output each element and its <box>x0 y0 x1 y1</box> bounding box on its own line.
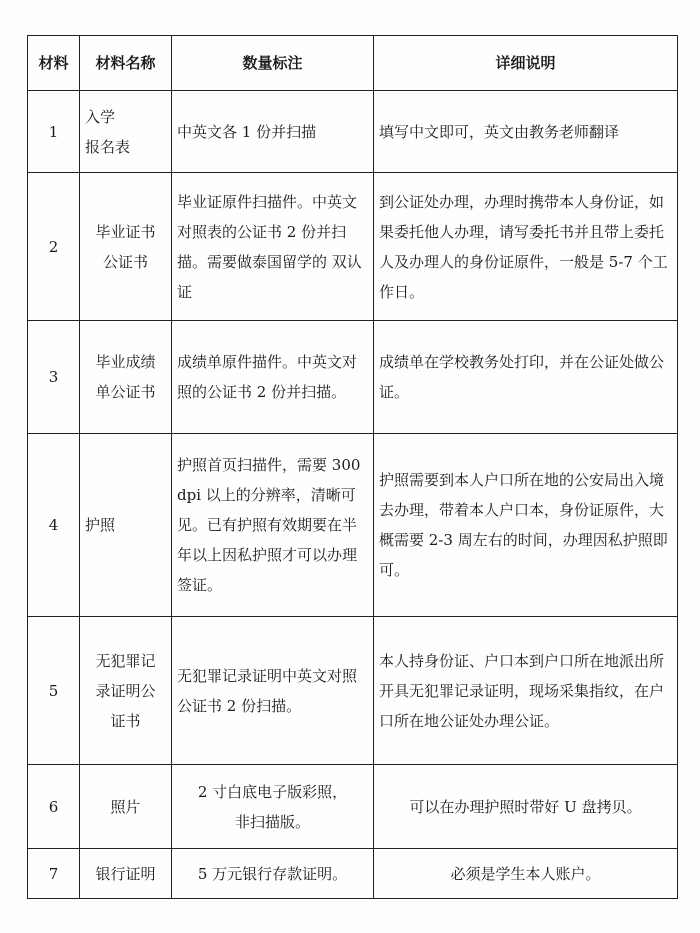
material-name: 无犯罪记 录证明公 证书 <box>80 617 172 765</box>
table-row <box>28 91 678 173</box>
material-details: 必须是学生本人账户。 <box>374 849 678 899</box>
material-quantity: 无犯罪记录证明中英文对照公证书 2 份扫描。 <box>172 617 374 765</box>
material-name: 照片 <box>80 765 172 849</box>
material-name: 护照 <box>80 434 172 617</box>
row-number: 4 <box>28 434 80 617</box>
row-number: 6 <box>28 765 80 849</box>
material-details: 可以在办理护照时带好 U 盘拷贝。 <box>374 765 678 849</box>
material-details: 本人持身份证、户口本到户口所在地派出所开具无犯罪记录证明，现场采集指纹，在户口所在地公证处办理公证。 <box>374 617 678 765</box>
material-details: 到公证处办理，办理时携带本人身份证，如果委托他人办理，请写委托书并且带上委托人及办理人的身份证原件，一般是 5-7 个工作日。 <box>374 173 678 321</box>
material-details: 填写中文即可，英文由教务老师翻译 <box>374 91 678 173</box>
material-quantity: 毕业证原件扫描件。中英文对照表的公证书 2 份并扫描。需要做泰国留学的 双认证 <box>172 173 374 321</box>
material-quantity: 5 万元银行存款证明。 <box>172 849 374 899</box>
table-row <box>28 617 678 765</box>
header-material: 材料 <box>28 36 80 91</box>
material-details: 成绩单在学校教务处打印，并在公证处做公证。 <box>374 321 678 434</box>
material-quantity: 2 寸白底电子版彩照， 非扫描版。 <box>172 765 374 849</box>
material-name: 银行证明 <box>80 849 172 899</box>
material-name: 入学 报名表 <box>80 91 172 173</box>
row-number: 7 <box>28 849 80 899</box>
table-row <box>28 849 678 899</box>
header-details: 详细说明 <box>374 36 678 91</box>
materials-table <box>27 35 678 899</box>
header-row <box>28 36 678 91</box>
row-number: 3 <box>28 321 80 434</box>
material-name: 毕业成绩 单公证书 <box>80 321 172 434</box>
material-quantity: 护照首页扫描件，需要 300dpi 以上的分辨率，清晰可见。已有护照有效期要在半年以上因私护照才可以办理签证。 <box>172 434 374 617</box>
row-number: 5 <box>28 617 80 765</box>
table-row <box>28 434 678 617</box>
header-quantity: 数量标注 <box>172 36 374 91</box>
row-number: 2 <box>28 173 80 321</box>
table-row <box>28 173 678 321</box>
table-row <box>28 321 678 434</box>
material-name: 毕业证书 公证书 <box>80 173 172 321</box>
material-quantity: 中英文各 1 份并扫描 <box>172 91 374 173</box>
table-row <box>28 765 678 849</box>
material-details: 护照需要到本人户口所在地的公安局出入境去办理，带着本人户口本，身份证原件，大概需要 2-3 周左右的时间，办理因私护照即可。 <box>374 434 678 617</box>
material-quantity: 成绩单原件描件。中英文对照的公证书 2 份并扫描。 <box>172 321 374 434</box>
row-number: 1 <box>28 91 80 173</box>
header-material-name: 材料名称 <box>80 36 172 91</box>
